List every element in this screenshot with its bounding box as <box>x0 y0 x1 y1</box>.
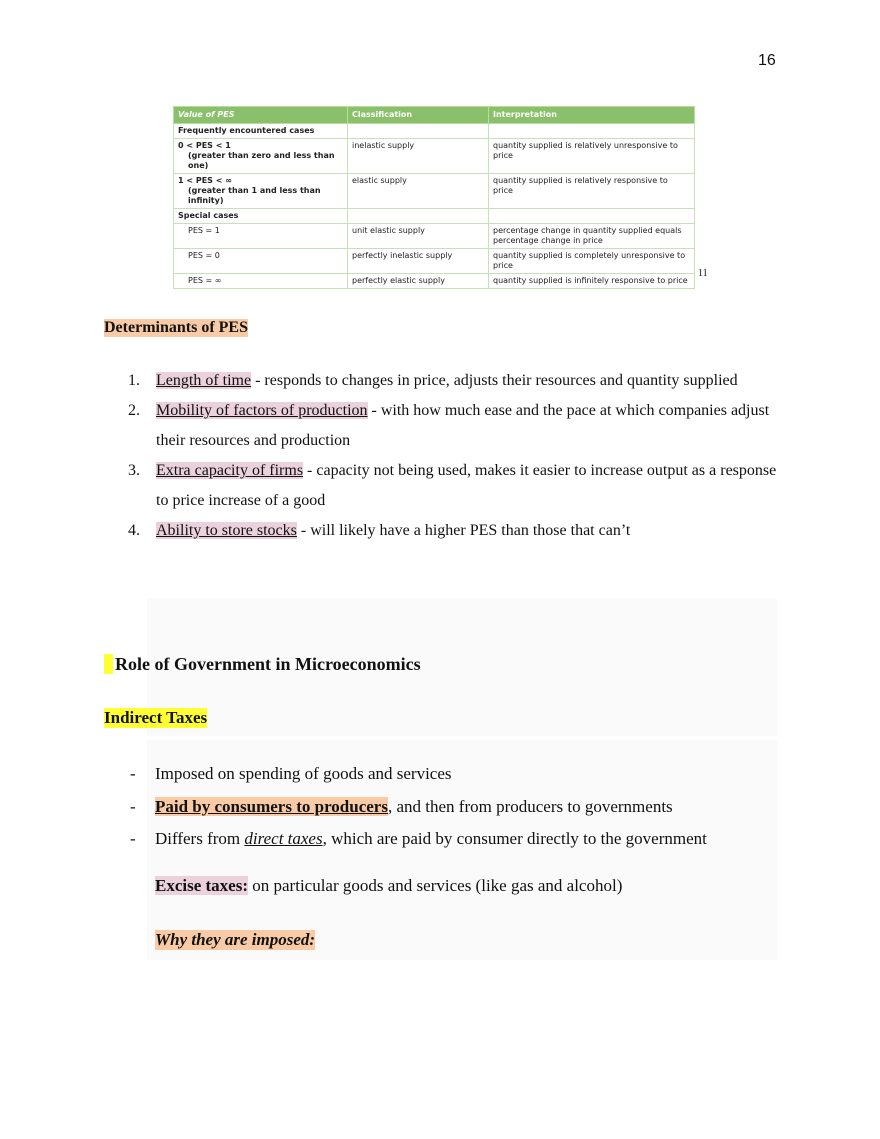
table-header-row <box>174 107 695 124</box>
why-imposed-label: Why they are imposed: <box>155 930 316 949</box>
key-phrase: Paid by consumers to producers <box>155 796 388 816</box>
section-heading: Role of Government in Microeconomics <box>104 654 421 675</box>
pes-classification: inelastic supply <box>348 139 489 174</box>
pes-table <box>173 106 695 289</box>
list-item: 2. Mobility of factors of production - with how much ease and the pace at which companies adjust their resources and production <box>128 402 770 449</box>
pes-classification: perfectly elastic supply <box>348 274 489 289</box>
highlight-marker <box>104 654 113 674</box>
pes-value: PES = 1 <box>174 224 348 249</box>
list-item: - Imposed on spending of goods and services <box>130 764 452 783</box>
pes-interpretation: quantity supplied is relatively unresponsive to price <box>489 139 695 174</box>
pes-classification: unit elastic supply <box>348 224 489 249</box>
pes-value: PES = 0 <box>174 249 348 274</box>
pes-interpretation: percentage change in quantity supplied equals percentage change in price <box>489 224 695 249</box>
list-item: 4. Ability to store stocks - will likely have a higher PES than those that can’t <box>128 522 631 539</box>
page-number: 16 <box>758 52 776 69</box>
table-section-row <box>174 209 695 224</box>
footnote-number: 11 <box>698 268 708 279</box>
pes-interpretation: quantity supplied is infinitely responsive to price <box>489 274 695 289</box>
indirect-taxes-heading: Indirect Taxes <box>104 708 208 727</box>
determinants-heading: Determinants of PES <box>104 319 248 336</box>
pes-value: 0 < PES < 1 (greater than zero and less than one) <box>174 139 348 174</box>
column-header: Interpretation <box>489 107 695 124</box>
column-header: Value of PES <box>174 107 348 124</box>
pes-value: PES = ∞ <box>174 274 348 289</box>
pes-classification: perfectly inelastic supply <box>348 249 489 274</box>
pes-classification: elastic supply <box>348 174 489 209</box>
determinants-list <box>104 366 784 546</box>
determinant-term: Length of time <box>156 372 252 389</box>
list-item: - Paid by consumers to producers, and then from producers to governments <box>130 796 673 816</box>
determinant-term: Extra capacity of firms <box>156 462 304 479</box>
table-row <box>174 249 695 274</box>
list-item: 3. Extra capacity of firms - capacity not being used, makes it easier to increase output as a response to price increase of a good <box>128 462 777 509</box>
determinant-term: Mobility of factors of production <box>156 402 368 419</box>
table-row <box>174 139 695 174</box>
determinant-term: Ability to store stocks <box>156 522 297 539</box>
section-title: Special cases <box>174 209 348 224</box>
pes-interpretation: quantity supplied is relatively responsive to price <box>489 174 695 209</box>
excise-label: Excise taxes: <box>155 876 249 895</box>
pes-interpretation: quantity supplied is completely unresponsive to price <box>489 249 695 274</box>
table-section-row <box>174 124 695 139</box>
indirect-taxes-list <box>104 758 804 856</box>
key-term: direct taxes <box>244 829 323 848</box>
list-item: 1. Length of time - responds to changes in price, adjusts their resources and quantity supplied <box>128 372 738 389</box>
pes-value: 1 < PES < ∞ (greater than 1 and less than infinity) <box>174 174 348 209</box>
list-item: - Differs from direct taxes, which are paid by consumer directly to the government <box>130 829 707 848</box>
section-title: Frequently encountered cases <box>174 124 348 139</box>
table-row <box>174 224 695 249</box>
excise-taxes-line: Excise taxes: on particular goods and services (like gas and alcohol) <box>155 876 623 895</box>
column-header: Classification <box>348 107 489 124</box>
table-row <box>174 274 695 289</box>
table-row <box>174 174 695 209</box>
